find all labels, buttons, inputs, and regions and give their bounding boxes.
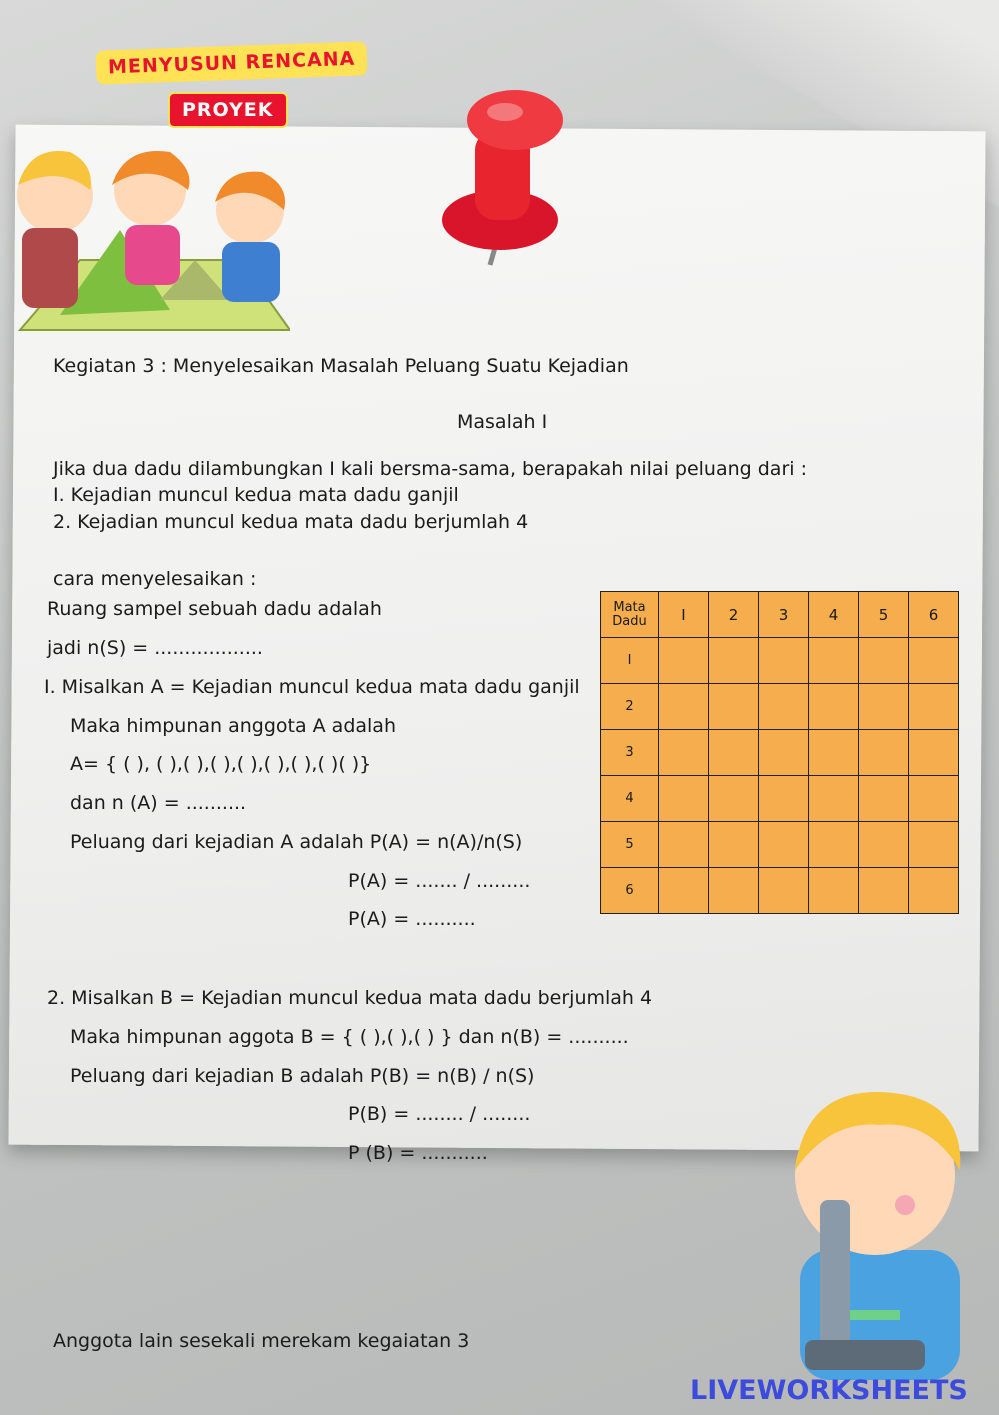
push-pin-icon — [440, 80, 580, 280]
event-a-fraction[interactable]: P(A) = ....... / ......... — [348, 870, 531, 892]
table-cell[interactable] — [759, 822, 809, 868]
table-cell[interactable] — [659, 868, 709, 914]
liveworksheets-logo: LIVEWORKSHEETS — [690, 1375, 968, 1406]
table-cell[interactable] — [759, 684, 809, 730]
event-b-set[interactable]: Maka himpunan aggota B = { ( ),( ),( ) } dan n(B) = .......... — [70, 1026, 629, 1048]
column-header: 3 — [759, 592, 809, 638]
table-cell[interactable] — [659, 822, 709, 868]
activity-title: Kegiatan 3 : Menyelesaikan Masalah Peluang Suatu Kejadian — [53, 355, 629, 377]
table-cell[interactable] — [659, 638, 709, 684]
event-b-result[interactable]: P (B) = ........... — [348, 1142, 488, 1164]
table-header-corner: Mata Dadu — [601, 592, 659, 638]
table-cell[interactable] — [809, 638, 859, 684]
sample-space-table — [600, 591, 959, 914]
table-cell[interactable] — [859, 822, 909, 868]
table-cell[interactable] — [709, 868, 759, 914]
column-header: 4 — [809, 592, 859, 638]
table-cell[interactable] — [659, 730, 709, 776]
event-a-set[interactable]: A= { ( ), ( ),( ),( ),( ),( ),( ),( )( )} — [70, 753, 372, 775]
table-cell[interactable] — [809, 868, 859, 914]
column-header: 6 — [909, 592, 959, 638]
table-cell[interactable] — [659, 776, 709, 822]
event-a-result[interactable]: P(A) = .......... — [348, 908, 476, 930]
table-cell[interactable] — [759, 730, 809, 776]
table-cell[interactable] — [709, 776, 759, 822]
table-cell[interactable] — [709, 822, 759, 868]
table-cell[interactable] — [909, 776, 959, 822]
sample-space-line: Ruang sampel sebuah dadu adalah — [47, 598, 382, 620]
scientist-child-illustration — [780, 1080, 980, 1380]
row-header: 2 — [601, 684, 659, 730]
column-header: 2 — [709, 592, 759, 638]
question-item-2: 2. Kejadian muncul kedua mata dadu berjumlah 4 — [53, 511, 529, 533]
banner-subtitle: PROYEK — [168, 92, 288, 128]
ns-line[interactable]: jadi n(S) = .................. — [47, 637, 263, 659]
banner-title: MENYUSUN RENCANA — [95, 41, 367, 84]
question-intro: Jika dua dadu dilambungkan I kali bersma-sama, berapakah nilai peluang dari : — [53, 458, 807, 480]
table-cell[interactable] — [859, 776, 909, 822]
table-cell[interactable] — [859, 638, 909, 684]
event-a-members-label: Maka himpunan anggota A adalah — [70, 715, 396, 737]
table-cell[interactable] — [909, 638, 959, 684]
row-header: I — [601, 638, 659, 684]
row-header: 6 — [601, 868, 659, 914]
event-a-count[interactable]: dan n (A) = .......... — [70, 792, 247, 814]
table-cell[interactable] — [909, 684, 959, 730]
table-cell[interactable] — [759, 776, 809, 822]
footer-note: Anggota lain sesekali merekam kegaiatan 3 — [53, 1330, 470, 1352]
table-cell[interactable] — [809, 776, 859, 822]
problem-title: Masalah I — [457, 411, 548, 433]
event-b-fraction[interactable]: P(B) = ........ / ........ — [348, 1103, 531, 1125]
row-header: 5 — [601, 822, 659, 868]
event-a-definition: I. Misalkan A = Kejadian muncul kedua mata dadu ganjil — [44, 676, 580, 698]
column-header: 5 — [859, 592, 909, 638]
table-cell[interactable] — [759, 638, 809, 684]
event-b-probability-formula: Peluang dari kejadian B adalah P(B) = n(B) / n(S) — [70, 1065, 535, 1087]
table-cell[interactable] — [809, 730, 859, 776]
event-b-definition: 2. Misalkan B = Kejadian muncul kedua mata dadu berjumlah 4 — [47, 987, 653, 1009]
row-header: 4 — [601, 776, 659, 822]
table-cell[interactable] — [859, 730, 909, 776]
table-cell[interactable] — [659, 684, 709, 730]
column-header: I — [659, 592, 709, 638]
event-a-probability-formula: Peluang dari kejadian A adalah P(A) = n(A)/n(S) — [70, 831, 523, 853]
table-cell[interactable] — [709, 638, 759, 684]
table-cell[interactable] — [809, 684, 859, 730]
question-item-1: I. Kejadian muncul kedua mata dadu ganjil — [53, 484, 459, 506]
table-cell[interactable] — [859, 684, 909, 730]
row-header: 3 — [601, 730, 659, 776]
children-illustration — [0, 140, 290, 340]
table-cell[interactable] — [859, 868, 909, 914]
table-cell[interactable] — [809, 822, 859, 868]
table-cell[interactable] — [909, 730, 959, 776]
table-cell[interactable] — [909, 868, 959, 914]
table-cell[interactable] — [709, 730, 759, 776]
table-cell[interactable] — [709, 684, 759, 730]
solution-heading: cara menyelesaikan : — [53, 568, 257, 590]
table-cell[interactable] — [759, 868, 809, 914]
table-cell[interactable] — [909, 822, 959, 868]
